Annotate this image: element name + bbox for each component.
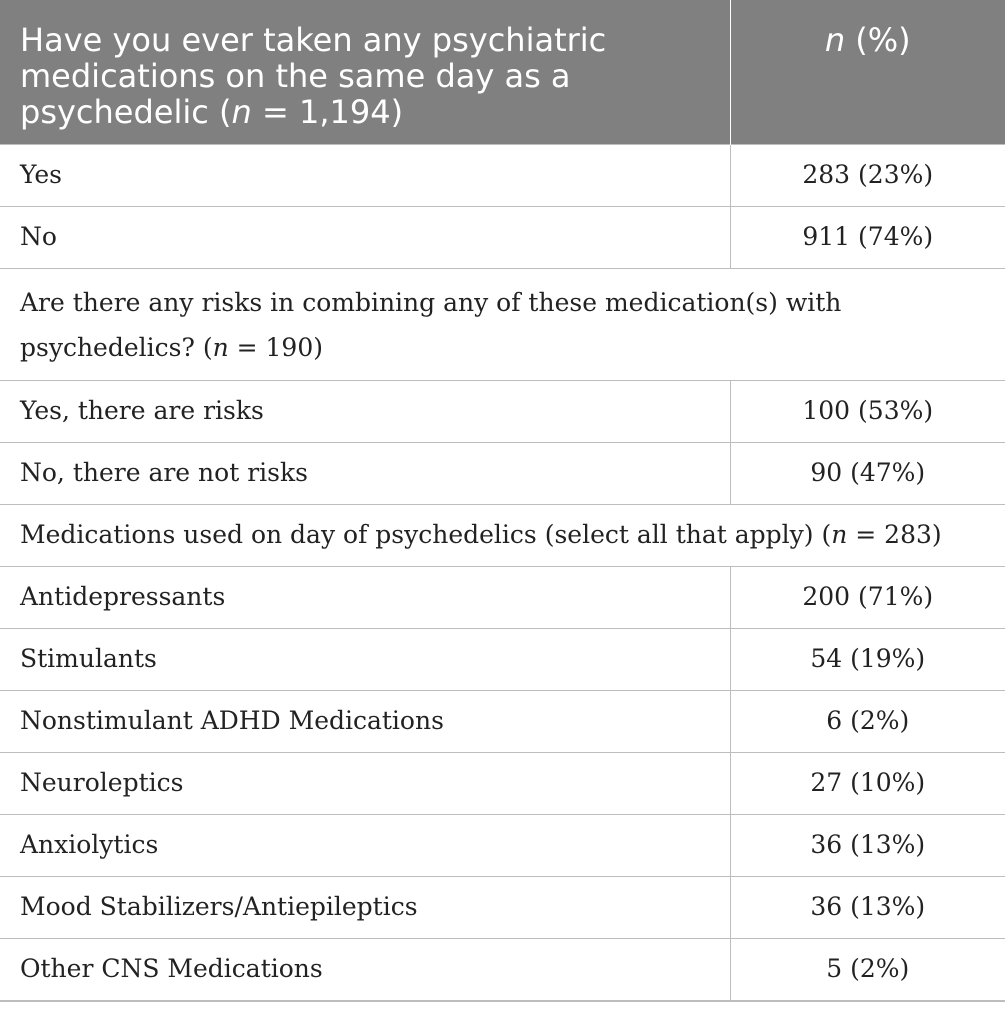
table-row: [0, 207, 1005, 269]
row-value: 54 (19%): [730, 629, 1005, 691]
row-label: Antidepressants: [0, 567, 730, 629]
table-row: [0, 691, 1005, 753]
section3-post: = 283): [847, 520, 942, 549]
section3-pre: Medications used on day of psychedelics (select all that apply) (: [20, 520, 832, 549]
table-row: [0, 629, 1005, 691]
table-row: [0, 939, 1005, 1002]
row-value: 36 (13%): [730, 877, 1005, 939]
row-value: 911 (74%): [730, 207, 1005, 269]
section3-n-symbol: n: [831, 520, 848, 549]
table-row: [0, 815, 1005, 877]
row-label: Yes, there are risks: [0, 381, 730, 443]
section-label-risks: [0, 269, 1005, 381]
row-label: Neuroleptics: [0, 753, 730, 815]
row-value: 27 (10%): [730, 753, 1005, 815]
row-label: Yes: [0, 145, 730, 207]
row-value: 90 (47%): [730, 443, 1005, 505]
header-n-percent: [730, 0, 1005, 145]
row-label: Mood Stabilizers/Antiepileptics: [0, 877, 730, 939]
table-row: [0, 145, 1005, 207]
header-question-post: = 1,194): [251, 93, 404, 131]
section2-pre: Are there any risks in combining any of these medication(s) with psychedelics? (: [20, 287, 842, 362]
row-label: Anxiolytics: [0, 815, 730, 877]
row-label: Nonstimulant ADHD Medications: [0, 691, 730, 753]
row-label: No: [0, 207, 730, 269]
row-value: 5 (2%): [730, 939, 1005, 1002]
section-label-medications: [0, 505, 1005, 567]
row-value: 200 (71%): [730, 567, 1005, 629]
header-row: [0, 0, 1005, 145]
row-value: 6 (2%): [730, 691, 1005, 753]
table-row: [0, 877, 1005, 939]
row-label: Stimulants: [0, 629, 730, 691]
section-row-medications: [0, 505, 1005, 567]
header-col2-n: n: [824, 21, 846, 59]
row-value: 283 (23%): [730, 145, 1005, 207]
section2-post: = 190): [228, 332, 323, 362]
header-n-symbol: n: [231, 93, 252, 131]
header-col2-pct: (%): [845, 21, 911, 59]
table-row: [0, 381, 1005, 443]
header-question: [0, 0, 730, 145]
header-question-pre: Have you ever taken any psychiatric medications on the same day as a psychedelic (: [20, 21, 607, 131]
section-row-risks: [0, 269, 1005, 381]
table-row: [0, 753, 1005, 815]
row-label: Other CNS Medications: [0, 939, 730, 1002]
section2-n-symbol: n: [212, 332, 229, 362]
row-value: 36 (13%): [730, 815, 1005, 877]
row-value: 100 (53%): [730, 381, 1005, 443]
row-label: No, there are not risks: [0, 443, 730, 505]
table-row: [0, 443, 1005, 505]
table-row: [0, 567, 1005, 629]
